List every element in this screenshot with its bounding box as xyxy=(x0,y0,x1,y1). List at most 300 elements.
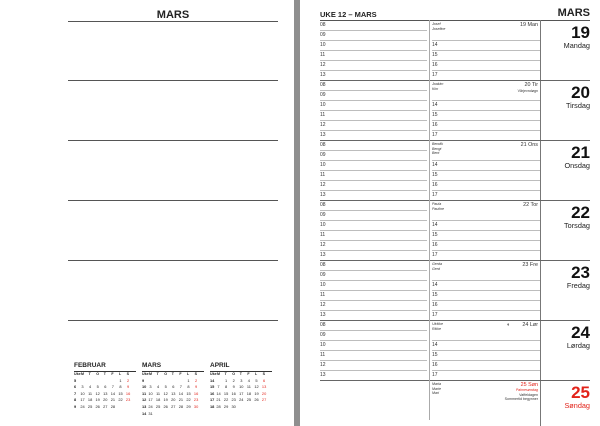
hour-label: 11 xyxy=(320,52,326,58)
calendar-date: 6 xyxy=(104,384,107,390)
calendar-date: 21 xyxy=(216,397,221,403)
week-number: 14 xyxy=(142,410,147,416)
calendar-date: 15 xyxy=(118,390,123,396)
calendar-date: 29 xyxy=(186,403,191,409)
calendar-date: 31 xyxy=(148,410,153,416)
hour-label: 17 xyxy=(432,192,438,198)
name-day: Bendik xyxy=(432,142,443,146)
hour-line xyxy=(432,120,540,121)
hour-label: 09 xyxy=(320,32,326,38)
hour-line xyxy=(320,120,427,121)
calendar-date: 7 xyxy=(179,384,182,390)
name-day: Bent xyxy=(432,151,440,155)
calendar-date: 22 xyxy=(118,397,123,403)
hour-label: 12 xyxy=(320,302,326,308)
hour-label: 08 xyxy=(320,322,326,328)
calendar-date: 21 xyxy=(110,397,116,403)
hour-label: 13 xyxy=(320,192,326,198)
hour-line xyxy=(320,100,427,101)
hour-label: 16 xyxy=(432,122,438,128)
hour-label: 10 xyxy=(320,282,326,288)
hour-line xyxy=(320,360,427,361)
calendar-date: 13 xyxy=(171,390,176,396)
day-rule xyxy=(320,320,590,321)
week-label: UKE 12 – MARS xyxy=(320,10,377,19)
hour-line xyxy=(432,70,540,71)
calendar-date: 26 xyxy=(163,403,168,409)
hour-line xyxy=(432,360,540,361)
calendar-date: 27 xyxy=(171,403,176,409)
hour-label: 15 xyxy=(432,52,438,58)
calendar-date: 2 xyxy=(195,377,198,383)
calendar-date: 1 xyxy=(187,377,190,383)
calendar-date: 15 xyxy=(186,390,191,396)
name-day: Ulrikke xyxy=(432,322,443,326)
hour-label: 14 xyxy=(432,342,438,348)
hour-label: 17 xyxy=(432,252,438,258)
hour-label: 12 xyxy=(320,62,326,68)
calendar-date: 28 xyxy=(216,403,221,409)
hour-label: 17 xyxy=(432,312,438,318)
calendar-date: 14 xyxy=(110,390,116,396)
hour-line xyxy=(320,300,427,301)
calendar-date: 22 xyxy=(223,397,229,403)
calendar-date: 28 xyxy=(178,403,184,409)
calendar-date: 29 xyxy=(223,403,229,409)
calendar-date: 16 xyxy=(231,390,236,396)
hour-line xyxy=(320,180,427,181)
block-divider xyxy=(429,260,430,320)
block-divider xyxy=(429,200,430,260)
day-note: Vaffeldagen xyxy=(519,392,538,397)
calendar-date: 17 xyxy=(239,390,244,396)
hour-line xyxy=(320,370,427,371)
calendar-date: 12 xyxy=(95,390,100,396)
mini-calendar-header: T xyxy=(224,372,227,376)
week-number: 12 xyxy=(142,397,147,403)
moon-phase-icon: ◐ xyxy=(507,322,511,328)
hour-label: 12 xyxy=(320,242,326,248)
day-rule xyxy=(320,140,590,141)
week-number: 6 xyxy=(74,384,77,390)
hour-label: 10 xyxy=(320,42,326,48)
hour-label: 15 xyxy=(432,112,438,118)
mini-calendar-header: S xyxy=(126,372,129,376)
notes-line xyxy=(68,140,278,141)
calendar-date: 8 xyxy=(187,384,190,390)
calendar-date: 14 xyxy=(178,390,184,396)
calendar-date: 4 xyxy=(157,384,160,390)
hour-line xyxy=(320,340,427,341)
hour-line xyxy=(320,170,427,171)
mini-calendar-header: F xyxy=(247,372,250,376)
week-number: 14 xyxy=(210,377,215,383)
block-divider xyxy=(429,320,430,380)
header-rule xyxy=(320,20,590,21)
hour-line xyxy=(432,340,540,341)
calendar-date: 3 xyxy=(149,384,152,390)
mini-calendar-header: L xyxy=(187,372,190,376)
calendar-date: 18 xyxy=(246,390,252,396)
mini-calendar-title: MARS xyxy=(142,362,162,369)
notes-line xyxy=(68,80,278,81)
calendar-date: 3 xyxy=(81,384,84,390)
hour-label: 09 xyxy=(320,272,326,278)
mini-calendar-header: L xyxy=(119,372,122,376)
hour-line xyxy=(320,130,427,131)
hour-line xyxy=(320,270,427,271)
day-number: 20 xyxy=(571,83,590,102)
mini-calendar-title: FEBRUAR xyxy=(74,362,106,369)
hour-line xyxy=(432,170,540,171)
hour-label: 17 xyxy=(432,372,438,378)
calendar-date: 25 xyxy=(246,397,252,403)
day-name: Tirsdag xyxy=(565,101,590,110)
hour-line xyxy=(432,280,540,281)
name-day: Gerd xyxy=(432,266,440,271)
hour-line xyxy=(432,370,540,371)
calendar-date: 8 xyxy=(119,384,122,390)
block-divider xyxy=(429,140,430,200)
calendar-date: 7 xyxy=(217,384,220,390)
name-day: Josef xyxy=(432,22,441,26)
hour-label: 16 xyxy=(432,362,438,368)
hour-label: 11 xyxy=(320,352,326,358)
calendar-date: 10 xyxy=(239,384,244,390)
calendar-date: 14 xyxy=(216,390,221,396)
day-name: Fredag xyxy=(566,281,590,290)
hour-line xyxy=(320,190,427,191)
calendar-date: 16 xyxy=(193,390,199,396)
hour-label: 16 xyxy=(432,62,438,68)
calendar-date: 9 xyxy=(195,384,198,390)
mini-calendar-header: T xyxy=(156,372,159,376)
hour-label: 11 xyxy=(320,172,326,178)
calendar-date: 30 xyxy=(231,403,236,409)
day-rule xyxy=(320,380,590,381)
calendar-date: 2 xyxy=(232,377,235,383)
hour-line xyxy=(432,60,540,61)
hour-label: 13 xyxy=(320,132,326,138)
calendar-date: 28 xyxy=(110,403,116,409)
calendar-date: 18 xyxy=(155,397,161,403)
day-number: 25 xyxy=(571,383,590,402)
hour-line xyxy=(320,50,427,51)
calendar-date: 25 xyxy=(155,403,161,409)
calendar-date: 5 xyxy=(96,384,99,390)
hour-line xyxy=(320,230,427,231)
name-day: Josefine xyxy=(432,26,446,31)
hour-line xyxy=(320,280,427,281)
calendar-date: 5 xyxy=(164,384,167,390)
day-number: 23 xyxy=(571,263,590,282)
hour-line xyxy=(320,240,427,241)
month-title-rule xyxy=(68,21,278,22)
hour-line xyxy=(320,290,427,291)
hour-label: 16 xyxy=(432,182,438,188)
hour-label: 14 xyxy=(432,102,438,108)
name-day: Bengt xyxy=(432,146,442,151)
calendar-date: 18 xyxy=(87,397,93,403)
short-date: 23 Fre xyxy=(522,262,538,268)
calendar-date: 20 xyxy=(171,397,176,403)
calendar-date: 16 xyxy=(125,390,131,396)
hour-label: 11 xyxy=(320,232,326,238)
short-date: 22 Tor xyxy=(523,202,538,208)
mini-calendar-header: L xyxy=(255,372,258,376)
calendar-date: 19 xyxy=(254,390,259,396)
calendar-date: 20 xyxy=(261,390,267,396)
hour-line xyxy=(432,100,540,101)
hour-label: 14 xyxy=(432,222,438,228)
hour-line xyxy=(320,310,427,311)
hour-line xyxy=(320,250,427,251)
hour-label: 15 xyxy=(432,292,438,298)
hour-label: 11 xyxy=(320,292,326,298)
hour-label: 13 xyxy=(320,312,326,318)
day-number: 21 xyxy=(571,143,590,162)
calendar-date: 24 xyxy=(148,403,153,409)
calendar-date: 26 xyxy=(254,397,259,403)
hour-line xyxy=(432,250,540,251)
calendar-date: 19 xyxy=(95,397,100,403)
hour-line xyxy=(432,230,540,231)
calendar-date: 11 xyxy=(88,390,93,396)
hour-line xyxy=(432,220,540,221)
mini-calendar-header: T xyxy=(88,372,91,376)
hour-label: 08 xyxy=(320,202,326,208)
notes-line xyxy=(68,320,278,321)
hour-line xyxy=(320,40,427,41)
name-day: Marie xyxy=(432,386,441,391)
day-number: 22 xyxy=(571,203,590,222)
hour-label: 12 xyxy=(320,122,326,128)
calendar-date: 30 xyxy=(193,403,199,409)
hour-label: 08 xyxy=(320,22,326,28)
short-date: 21 Ons xyxy=(520,142,538,148)
month-header: MARS xyxy=(557,7,590,19)
hour-line xyxy=(432,180,540,181)
day-rule xyxy=(320,200,590,201)
mini-calendar-header: Uke xyxy=(74,372,81,376)
mini-calendar-title: APRIL xyxy=(210,362,230,369)
mini-calendar-header: Uke xyxy=(142,372,149,376)
hour-label: 08 xyxy=(320,262,326,268)
name-day: Maria xyxy=(432,382,441,386)
calendar-date: 8 xyxy=(225,384,228,390)
day-name: Mandag xyxy=(563,41,590,50)
hour-line xyxy=(320,30,427,31)
hour-line xyxy=(320,350,427,351)
hour-label: 15 xyxy=(432,232,438,238)
week-number: 13 xyxy=(142,403,147,409)
mini-calendar-header: T xyxy=(103,372,106,376)
hour-line xyxy=(432,110,540,111)
calendar-date: 13 xyxy=(261,384,267,390)
calendar-date: 2 xyxy=(127,377,130,383)
hour-line xyxy=(432,50,540,51)
week-number: 10 xyxy=(142,384,147,390)
hour-line xyxy=(432,160,540,161)
calendar-date: 19 xyxy=(163,397,168,403)
block-divider xyxy=(429,20,430,80)
hour-label: 12 xyxy=(320,182,326,188)
short-date: 20 Tir xyxy=(524,82,538,88)
week-number: 9 xyxy=(74,403,77,409)
calendar-date: 10 xyxy=(148,390,153,396)
mini-calendar-header: T xyxy=(239,372,242,376)
mini-calendar-header: S xyxy=(262,372,265,376)
day-note: Sommertid begynner xyxy=(504,397,538,401)
hour-label: 14 xyxy=(432,162,438,168)
calendar-date: 25 xyxy=(87,403,93,409)
calendar-date: 1 xyxy=(119,377,122,383)
hour-line xyxy=(432,350,540,351)
mini-calendar-header: O xyxy=(232,372,235,376)
hour-label: 09 xyxy=(320,92,326,98)
hour-label: 13 xyxy=(320,252,326,258)
mini-calendar-header: O xyxy=(96,372,99,376)
week-number: 18 xyxy=(210,403,215,409)
calendar-date: 6 xyxy=(263,377,266,383)
mini-calendar-header: M xyxy=(81,372,84,376)
calendar-date: 13 xyxy=(103,390,108,396)
hour-label: 08 xyxy=(320,82,326,88)
day-name: Lørdag xyxy=(566,341,590,350)
hour-label: 10 xyxy=(320,222,326,228)
mini-calendar-header: M xyxy=(149,372,152,376)
name-day: Mari xyxy=(432,391,439,395)
calendar-date: 27 xyxy=(261,397,267,403)
notes-line xyxy=(68,200,278,201)
week-number: 7 xyxy=(74,390,77,396)
calendar-date: 21 xyxy=(178,397,184,403)
hour-line xyxy=(432,290,540,291)
hour-label: 10 xyxy=(320,162,326,168)
calendar-date: 23 xyxy=(125,397,131,403)
calendar-date: 11 xyxy=(156,390,161,396)
calendar-date: 23 xyxy=(193,397,199,403)
week-number: 5 xyxy=(74,377,77,383)
day-name: Søndag xyxy=(564,401,590,410)
hour-line xyxy=(320,90,427,91)
hour-line xyxy=(320,60,427,61)
hour-label: 13 xyxy=(320,372,326,378)
mini-calendar-header: F xyxy=(179,372,182,376)
day-note: Vårjevndøgn xyxy=(517,89,538,93)
hour-line xyxy=(432,300,540,301)
calendar-date: 4 xyxy=(247,377,250,383)
calendar-date: 15 xyxy=(223,390,229,396)
week-number: 11 xyxy=(142,390,147,396)
week-number: 15 xyxy=(210,384,215,390)
calendar-date: 24 xyxy=(239,397,244,403)
name-day: Rikke xyxy=(432,326,441,331)
day-number: 19 xyxy=(571,23,590,42)
short-date: 25 Søn xyxy=(520,382,538,388)
calendar-date: 1 xyxy=(225,377,228,383)
week-number: 8 xyxy=(74,397,77,403)
left-page xyxy=(0,0,294,426)
hour-line xyxy=(320,150,427,151)
calendar-date: 12 xyxy=(163,390,168,396)
hour-label: 10 xyxy=(320,342,326,348)
mini-calendar-header: F xyxy=(111,372,114,376)
hour-line xyxy=(432,190,540,191)
hour-line xyxy=(432,240,540,241)
calendar-date: 17 xyxy=(80,397,85,403)
hour-label: 16 xyxy=(432,242,438,248)
hour-label: 10 xyxy=(320,102,326,108)
hour-line xyxy=(320,70,427,71)
day-rule xyxy=(320,260,590,261)
mini-calendar-header: Uke xyxy=(210,372,217,376)
hour-label: 09 xyxy=(320,332,326,338)
calendar-date: 24 xyxy=(80,403,85,409)
hour-label: 09 xyxy=(320,152,326,158)
calendar-date: 11 xyxy=(246,384,251,390)
day-note: Palmesøndag xyxy=(515,388,538,392)
day-rule xyxy=(320,80,590,81)
hour-label: 09 xyxy=(320,212,326,218)
name-day: Kim xyxy=(432,86,439,91)
name-day: Pauline xyxy=(432,206,444,211)
hour-line xyxy=(432,310,540,311)
calendar-date: 5 xyxy=(255,377,258,383)
hour-label: 13 xyxy=(320,72,326,78)
hour-label: 17 xyxy=(432,132,438,138)
calendar-date: 20 xyxy=(103,397,108,403)
week-number: 9 xyxy=(142,377,145,383)
hour-label: 17 xyxy=(432,72,438,78)
hour-line xyxy=(320,110,427,111)
hour-line xyxy=(320,330,427,331)
hour-label: 08 xyxy=(320,142,326,148)
calendar-date: 4 xyxy=(89,384,92,390)
calendar-date: 3 xyxy=(240,377,243,383)
notes-line xyxy=(68,260,278,261)
week-number: 16 xyxy=(210,390,215,396)
name-day: Joakim xyxy=(432,82,444,86)
block-divider xyxy=(429,80,430,140)
mini-calendar-header: O xyxy=(164,372,167,376)
short-date: 19 Man xyxy=(520,22,538,28)
hour-line xyxy=(432,130,540,131)
week-number: 17 xyxy=(210,397,215,403)
hour-line xyxy=(432,40,540,41)
hour-line xyxy=(320,220,427,221)
name-day: Paula xyxy=(432,202,442,206)
hour-label: 12 xyxy=(320,362,326,368)
calendar-date: 23 xyxy=(231,397,236,403)
month-title: MARS xyxy=(156,9,190,21)
calendar-date: 7 xyxy=(111,384,114,390)
hour-label: 14 xyxy=(432,282,438,288)
day-name: Onsdag xyxy=(564,161,590,170)
mini-calendar-header: T xyxy=(171,372,174,376)
right-page xyxy=(300,0,600,426)
calendar-date: 9 xyxy=(127,384,130,390)
hour-line xyxy=(320,160,427,161)
hour-label: 15 xyxy=(432,172,438,178)
calendar-date: 17 xyxy=(148,397,153,403)
day-number: 24 xyxy=(571,323,590,342)
calendar-date: 12 xyxy=(254,384,259,390)
hour-label: 16 xyxy=(432,302,438,308)
calendar-date: 22 xyxy=(186,397,191,403)
hour-line xyxy=(320,210,427,211)
calendar-date: 6 xyxy=(172,384,175,390)
